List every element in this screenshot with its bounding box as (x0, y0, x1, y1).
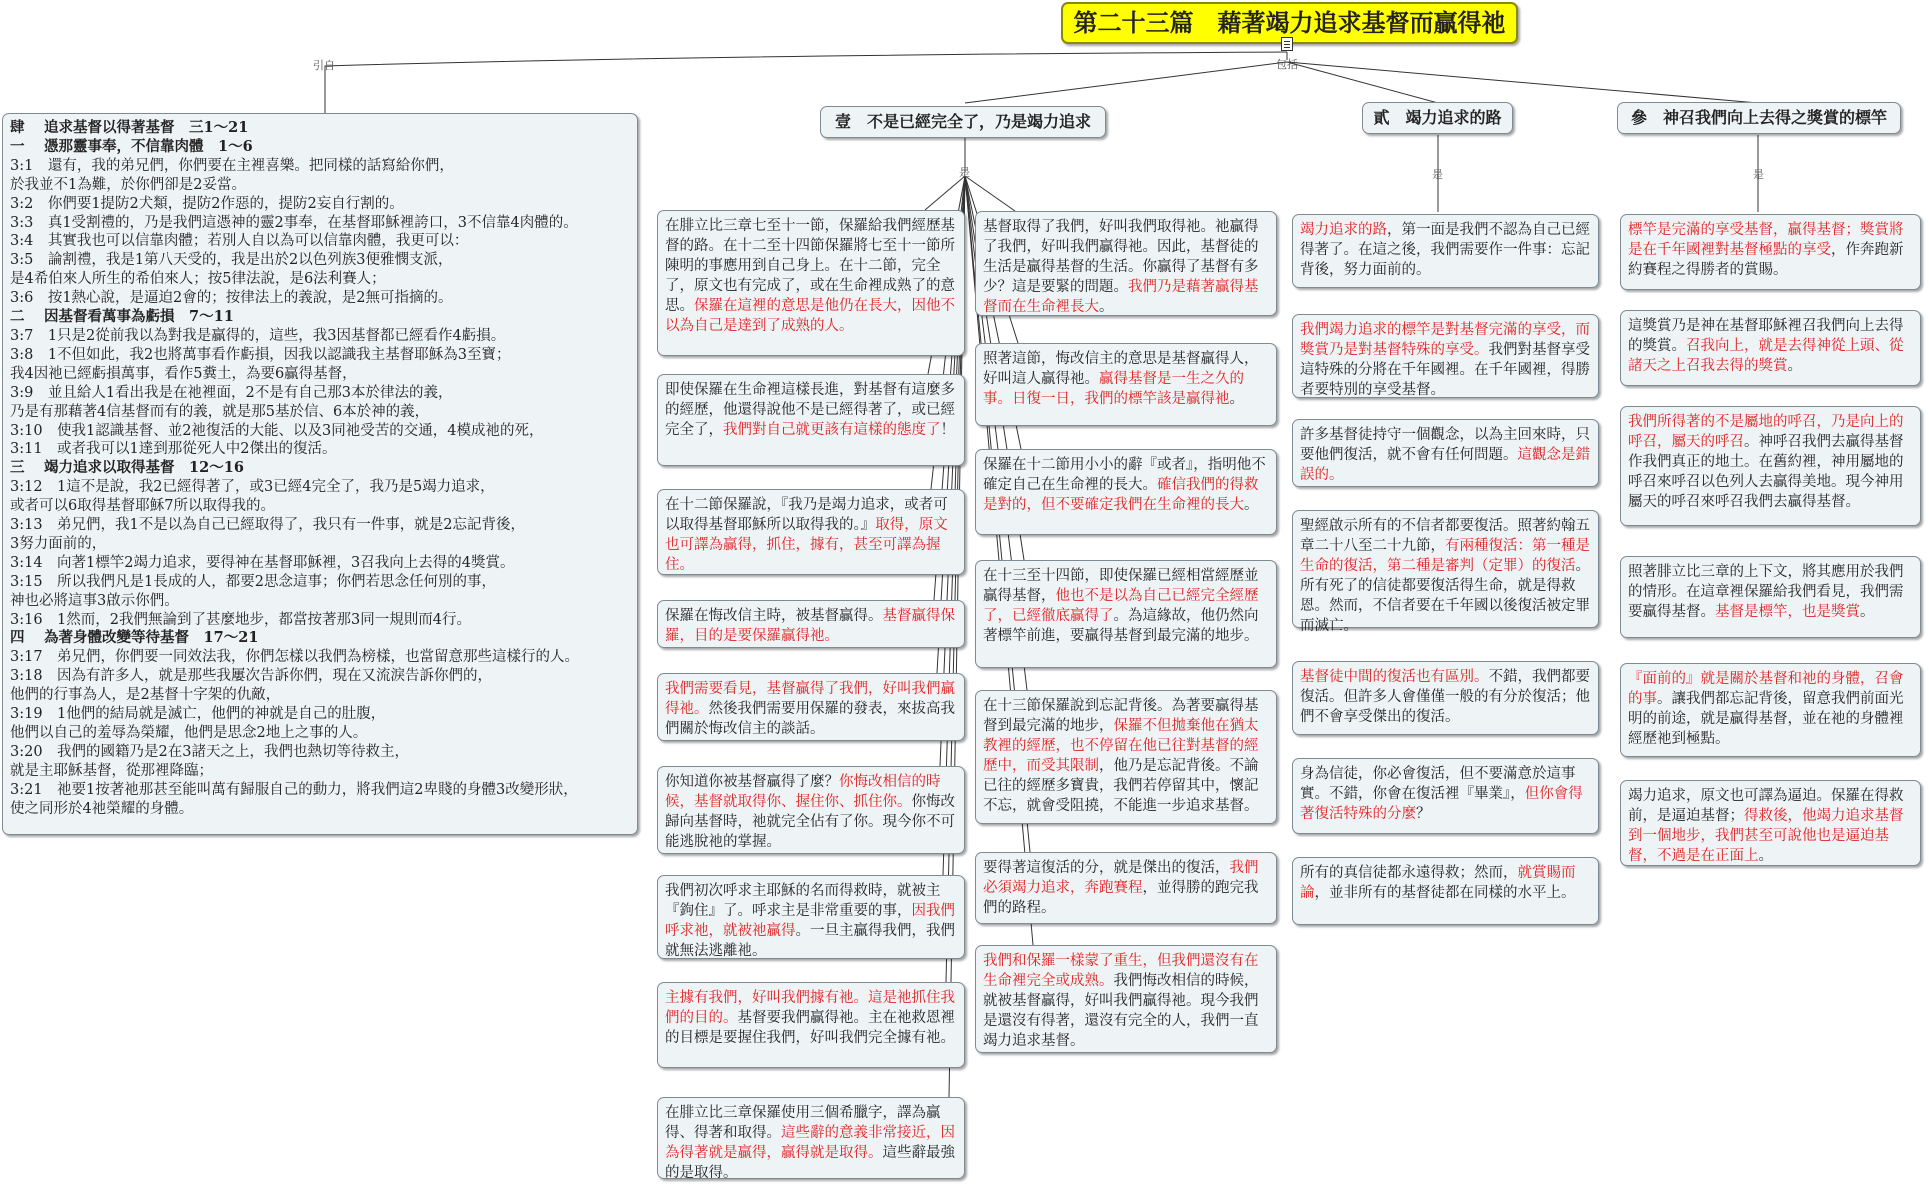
note-segment: 在腓立比三章保羅使用三個希臘字，譯為贏得、得著和取得。 (665, 1105, 941, 1141)
note-segment: 。一旦主贏得我們，我們就無法逃離祂。 (665, 923, 955, 959)
col1-note-box[interactable] (657, 982, 965, 1068)
col4-note-box[interactable] (1620, 663, 1921, 757)
note-text (1300, 425, 1591, 485)
highlight-text: 主據有我們，好叫我們據有祂。這是祂抓住我們的目的。 (665, 990, 955, 1026)
note-segment: 我們悔改相信的時候，就被基督贏得，好叫我們贏得祂。現今我們是還沒有得著，還沒有完全的人，我們一直竭力追求基督。 (983, 973, 1259, 1049)
note-segment: 在十三至十四節，即使保羅已經相當經歷並贏得基督， (983, 568, 1259, 604)
note-segment: ，作奔跑新約賽程之得勝者的賞賜。 (1628, 242, 1904, 278)
intro-heading-line: 肆 追求基督以得著基督 三1～21 (10, 119, 249, 136)
note-segment: ，他乃是忘記背後。不論已往的經歷多寶貴，我們若停留其中，懷記不忘，就會受阻撓，不能進一步追求基督。 (983, 758, 1259, 814)
highlight-text: 這些辭的意義非常接近，因為得著就是贏得，贏得就是取得。 (665, 1125, 955, 1161)
highlight-text: 基督贏得保羅，目的是要保羅贏得祂。 (665, 608, 955, 644)
highlight-text: 『面前的』就是關於基督和祂的身體，召會的事 (1628, 671, 1904, 707)
col1-note-box[interactable] (657, 489, 965, 575)
highlight-text: 我們和保羅一樣蒙了重生，但我們還沒有在生命裡完全或成熟。 (983, 953, 1259, 989)
note-segment: 。所有死了的信徒都要復活得生命，就是得救恩。然而，不信者要在千年國以後復活被定罪而滅亡。 (1300, 558, 1590, 634)
col2-note-box[interactable] (975, 560, 1277, 668)
highlight-text: 這觀念是錯誤的。 (1300, 447, 1590, 483)
note-text (1628, 669, 1913, 749)
intro-scripture-box (2, 113, 638, 835)
highlight-text: 我們所得著的不是屬地的呼召，乃是向上的呼召，屬天的呼召 (1628, 414, 1904, 450)
note-text (1628, 786, 1913, 866)
col2-note-box[interactable] (975, 343, 1277, 426)
label-intro: 引自 (313, 59, 335, 72)
col3-note-box[interactable] (1292, 661, 1599, 735)
note-segment: 在十三節保羅說到忘記背後。為著要贏得基督到最完滿的地步， (983, 698, 1259, 734)
intro-verse-line: 我4因祂已經虧損萬事，看作5糞土，為要6贏得基督， (10, 365, 357, 382)
highlight-text: 保羅在這裡的意思是他仍在長大，因他不以為自己是達到了成熟的人。 (665, 298, 955, 334)
highlight-text: 確信我們的得救是對的，但不要確定我們在生命裡的長大 (983, 477, 1259, 513)
note-text (983, 217, 1269, 317)
note-segment: 竭力追求，原文也可譯為逼迫。保羅在得救前，是逼迫基督； (1628, 788, 1904, 824)
intro-verse-line: 3:16 1然而，2我們無論到了甚麼地步，都當按著那3同一規則而4行。 (10, 611, 471, 628)
map-title: 第二十三篇 藉著竭力追求基督而贏得祂 (1061, 2, 1518, 44)
note-segment: 這些辭最強的是取得。 (665, 1145, 955, 1181)
label-is-2: 是 (1432, 168, 1443, 181)
col4-note-box[interactable] (1620, 556, 1921, 638)
highlight-text: 保羅不但拋棄他在猶太教裡的經歷，也不停留在他已往對基督的經歷中，而受其限制 (983, 718, 1259, 774)
note-segment: 照著腓立比三章的上下文，將其應用於我們的情形。在這章裡保羅給我們看見，我們需要贏得基督。 (1628, 564, 1904, 620)
note-text (665, 881, 957, 961)
note-segment: 。 (1229, 391, 1244, 407)
highlight-text: 贏得基督是一生之久的事。日復一日，我們的標竿該是贏得祂 (983, 371, 1244, 407)
fan-connector (925, 176, 965, 210)
col1-note-box[interactable] (657, 875, 965, 959)
label-is-3: 是 (1753, 168, 1764, 181)
note-segment: 聖經啟示所有的不信者都要復活。照著約翰五章二十八至二十九節， (1300, 518, 1590, 554)
intro-verse-line: 3:15 所以我們凡是1長成的人，都要2思念這事；你們若思念任何別的事， (10, 573, 497, 590)
highlight-text: 你悔改相信的時候，基督就取得你、握住你、抓住你。 (665, 774, 941, 810)
note-segment: 即使保羅在生命裡這樣長進，對基督有這麼多的經歷，他還得說他不是已經得著了，或已經完全了， (665, 382, 955, 438)
note-text (983, 566, 1269, 646)
intro-heading-line: 一 憑那靈事奉，不信靠肉體 1～6 (10, 137, 253, 155)
note-segment: 。 (1099, 299, 1114, 315)
note-segment: 。 (1787, 358, 1802, 374)
note-segment: 。為這緣故，他仍然向著標竿前進，要贏得基督到最完滿的地步。 (983, 608, 1259, 644)
highlight-text: 我們乃是藉著贏得基督而在生命裡長大 (983, 279, 1259, 315)
intro-heading-line: 三 竭力追求以取得基督 12～16 (10, 459, 244, 477)
col2-note-box[interactable] (975, 449, 1277, 535)
note-segment: 照著這節，悔改信主的意思是基督贏得人，好叫這人贏得祂。 (983, 351, 1259, 387)
note-text (665, 216, 957, 336)
intro-verse-line: 3:17 弟兄們，你們要一同效法我，你們怎樣以我們為榜樣，也當留意那些這樣行的人。 (10, 649, 580, 666)
highlight-text: 召我向上，就是去得神從上頭、從諸天之上召我去得的獎賞 (1628, 338, 1904, 374)
col3-note-box[interactable] (1292, 419, 1599, 487)
highlight-text: 竭力追求的路 (1300, 222, 1387, 238)
intro-verse-line: 3:5 論割禮，我是1第八天受的，我是出於2以色列族3便雅憫支派， (10, 252, 453, 269)
col1-note-box[interactable] (657, 766, 965, 854)
note-segment: 在腓立比三章七至十一節，保羅給我們經歷基督的路。在十二至十四節保羅將七至十一節所陳明的事應用到自己身上。在十二節，完全了，原文也有完成了，或在生命裡成熟了的意思。 (665, 218, 955, 314)
note-segment: 基督要我們贏得祂。主在祂救恩裡的目標是要握住我們，好叫我們完全據有祂。 (665, 1010, 955, 1046)
intro-verse-line: 3:4 其實我也可以信靠肉體；若別人自以為可以信靠肉體，我更可以： (10, 233, 469, 250)
note-text (1628, 562, 1913, 622)
highlight-text: 標竿是完滿的享受基督，贏得基督；獎賞將是在千年國裡對基督極點的享受 (1628, 222, 1904, 258)
note-text (983, 951, 1269, 1051)
note-text (1300, 764, 1591, 824)
col1-note-box[interactable] (657, 600, 965, 648)
note-segment: 你知道你被基督贏得了麼？ (665, 774, 839, 790)
intro-verse-line: 3:14 向著1標竿2竭力追求，要得神在基督耶穌裡，3召我向上去得的4獎賞。 (10, 554, 515, 571)
note-segment: 不錯，我們都要復活。但許多人會僅僅一般的有分於復活；他們不會享受傑出的復活。 (1300, 669, 1590, 725)
note-segment: 。神呼召我們去贏得基督作我們真正的地土。在舊約裡，神用屬地的呼召來呼召以色列人去贏得美地。現今神用屬天的呼召來呼召我們去贏得基督。 (1628, 434, 1904, 510)
highlight-text: 我們需要看見，基督贏得了我們，好叫我們贏得祂。 (665, 681, 955, 717)
intro-verse-line: 3:21 祂要1按著祂那甚至能叫萬有歸服自己的動力，將我們這2卑賤的身體3改變形狀， (10, 781, 578, 798)
intro-verse-line: 3:2 你們要1提防2犬類，提防2作惡的，提防2妄自行割的。 (10, 195, 404, 212)
col3-note-box[interactable] (1292, 758, 1599, 834)
note-segment: 身為信徒，你必會復活，但不要滿意於這事實。不錯，你會在復活裡『畢業』， (1300, 766, 1576, 802)
label-include: 包括 (1276, 58, 1298, 71)
note-segment: 。讓我們都忘記背後，留意我們前面光明的前途，就是贏得基督，並在祂的身體裡經歷祂到極點。 (1628, 691, 1904, 747)
col1-note-box[interactable] (657, 1097, 965, 1179)
intro-verse-line: 乃是有那藉著4信基督而有的義，就是那5基於信、6本於神的義， (10, 403, 430, 420)
note-text (1300, 667, 1591, 727)
col4-note-box[interactable] (1620, 310, 1921, 386)
note-text (665, 495, 957, 575)
intro-verse-line: 他們的行事為人，是2基督十字架的仇敵， (10, 687, 281, 704)
note-text (1300, 320, 1591, 400)
highlight-text: 取得，原文也可譯為贏得，抓住，據有，甚至可譯為握住。 (665, 517, 948, 573)
note-segment: 你悔改歸向基督時，祂就完全佔有了你。現今你不可能逃脫祂的掌握。 (665, 794, 955, 850)
col2-note-box[interactable] (975, 945, 1277, 1053)
intro-verse-line: 3:6 按1熱心說，是逼迫2會的；按律法上的義說，是2無可指摘的。 (10, 290, 453, 307)
note-text (1300, 516, 1591, 636)
col2-note-box[interactable] (975, 690, 1277, 824)
note-text (1628, 412, 1913, 512)
note-segment: 保羅在悔改信主時，被基督贏得。 (665, 608, 883, 624)
highlight-text: 他也不是以為自己已經完全經歷了，已經徹底贏得了 (983, 588, 1259, 624)
highlight-text: 我們必須竭力追求，奔跑賽程 (983, 860, 1259, 896)
heading-1[interactable]: 壹 不是已經完全了，乃是竭力追求 (820, 106, 1106, 138)
col4-note-box[interactable] (1620, 780, 1921, 866)
col2-note-box[interactable] (975, 852, 1277, 924)
intro-heading-line: 二 因基督看萬事為虧損 7～11 (10, 308, 234, 326)
note-segment: 。 (1758, 848, 1773, 864)
intro-verse-line: 3:13 弟兄們，我1不是以為自己已經取得了，我只有一件事，就是2忘記背後， (10, 517, 526, 534)
col3-note-box[interactable] (1292, 857, 1599, 925)
intro-heading-line: 四 為著身體改變等待基督 17～21 (10, 629, 259, 647)
heading-3[interactable]: 參 神召我們向上去得之獎賞的標竿 (1617, 102, 1901, 134)
highlight-text: 基督是標竿，也是獎賞 (1715, 604, 1860, 620)
note-text (665, 380, 957, 440)
note-segment: 這獎賞乃是神在基督耶穌裡召我們向上去得的獎賞。 (1628, 318, 1904, 354)
highlight-text: 有兩種復活：第一種是生命的復活，第二種是審判（定罪）的復活 (1300, 538, 1590, 574)
col1-note-box[interactable] (657, 374, 965, 466)
note-segment: 然後我們需要用保羅的發表，來拔高我們關於悔改信主的談話。 (665, 701, 955, 737)
note-text (1628, 220, 1913, 280)
label-is-1: 是 (959, 166, 970, 179)
note-segment: ？ (1416, 806, 1431, 822)
intro-verse-line: 於我並不1為難，於你們卻是2妥當。 (10, 176, 246, 193)
note-text (665, 988, 957, 1048)
note-text (665, 679, 957, 739)
intro-verse-line: 是4希伯來人所生的希伯來人；按5律法說，是6法利賽人； (10, 271, 386, 288)
note-segment: 所有的真信徒都永遠得救；然而， (1300, 865, 1518, 881)
col3-note-box[interactable] (1292, 510, 1599, 634)
highlight-text: 我們竭力追求的標竿是對基督完滿的享受，而獎賞乃是對基督特殊的享受。 (1300, 322, 1590, 358)
intro-verse-line: 他們以自己的羞辱為榮耀，他們是思念2地上之事的人。 (10, 725, 368, 741)
highlight-text: 就賞賜而論 (1300, 865, 1576, 901)
note-segment: 許多基督徒持守一個觀念，以為主回來時，只要他們復活，就不會有任何問題。 (1300, 427, 1590, 463)
intro-verse-line: 3:11 或者我可以1達到那從死人中2傑出的復活。 (10, 441, 337, 458)
note-segment: 要得著這復活的分，就是傑出的復活， (983, 860, 1230, 876)
note-text (665, 1103, 957, 1183)
intro-verse-line: 3:18 因為有許多人，就是那些我屢次告訴你們，現在又流淚告訴你們的， (10, 668, 493, 685)
note-segment: ！ (940, 422, 955, 438)
fan-connector (965, 176, 1015, 211)
intro-verse-line: 使之同形於4祂榮耀的身體。 (10, 800, 194, 817)
intro-verse-line: 3:1 還有，我的弟兄們，你們要在主裡喜樂。把同樣的話寫給你們， (10, 157, 454, 174)
note-segment: 保羅在十二節用小小的辭『或者』，指明他不確定自己在生命裡的長大。 (983, 457, 1266, 493)
note-text (1628, 316, 1913, 376)
note-text (1300, 863, 1591, 903)
heading-2[interactable]: 貳 竭力追求的路 (1362, 102, 1513, 134)
intro-verse-line: 3:3 真1受割禮的，乃是我們這憑神的靈2事奉，在基督耶穌裡誇口，3不信靠4肉體的。 (10, 214, 578, 231)
intro-verse-line: 神也必將這事3啟示你們。 (10, 592, 179, 609)
note-text (983, 349, 1269, 409)
intro-verse-line: 就是主耶穌基督，從那裡降臨； (10, 762, 213, 779)
note-text (665, 772, 957, 852)
col2-note-box[interactable] (975, 211, 1277, 316)
note-text (983, 696, 1269, 816)
note-segment: ，並非所有的基督徒都在同樣的水平上。 (1314, 885, 1576, 901)
note-text (665, 606, 957, 646)
highlight-text: 得救後，他竭力追求基督到一個地步，我們甚至可說他也是逼迫基督，不過是在正面上 (1628, 808, 1904, 864)
intro-verse-line: 3:8 1不但如此，我2也將萬事看作虧損，因我以認識我主基督耶穌為3至寶； (10, 346, 511, 363)
note-segment: 。 (1860, 604, 1875, 620)
intro-verse-line: 3:19 1他們的結局就是滅亡，他們的神就是自己的肚腹， (10, 706, 386, 723)
intro-verse-line: 3:7 1只是2從前我以為對我是贏得的，這些，我3因基督都已經看作4虧損。 (10, 327, 506, 344)
intro-verse-line: 3:9 並且給人1看出我是在祂裡面，2不是有自己那3本於律法的義， (10, 384, 453, 401)
intro-verse-line: 或者可以6取得基督耶穌7所以取得我的。 (10, 498, 275, 515)
note-segment: 我們對基督享受這特殊的分將在千年國裡。在千年國裡，得勝者要特別的享受基督。 (1300, 342, 1590, 398)
col1-note-box[interactable] (657, 673, 965, 741)
note-segment: 。 (1244, 497, 1259, 513)
highlight-text: 我們對自己就更該有這樣的態度了 (723, 422, 941, 438)
highlight-text: 但你會得著復活特殊的分麼 (1300, 786, 1583, 822)
col1-note-box[interactable] (657, 210, 965, 356)
note-text (1300, 220, 1591, 280)
col3-note-box[interactable] (1292, 314, 1599, 398)
col3-note-box[interactable] (1292, 214, 1599, 288)
col4-note-box[interactable] (1620, 406, 1921, 526)
document-icon[interactable] (1281, 37, 1293, 51)
highlight-text: 基督徒中間的復活也有區別。 (1300, 669, 1489, 685)
note-segment: ，並得勝的跑完我們的路程。 (983, 880, 1259, 916)
intro-verse-line: 3:10 使我1認識基督、並2祂復活的大能、以及3同祂受苦的交通，4模成祂的死， (10, 422, 544, 439)
note-text (983, 858, 1269, 918)
note-segment: 我們初次呼求主耶穌的名而得救時，就被主『鉤住』了。呼求主是非常重要的事， (665, 883, 941, 919)
intro-verse-line: 3:12 1這不是說，我2已經得著了，或3已經4完全了，我乃是5竭力追求， (10, 479, 495, 496)
col4-note-box[interactable] (1620, 214, 1921, 290)
highlight-text: 因我們呼求祂，就被祂贏得 (665, 903, 955, 939)
intro-verse-line: 3:20 我們的國籍乃是2在3諸天之上，我們也熱切等待救主， (10, 743, 410, 760)
intro-verse-line: 3努力面前的， (10, 535, 107, 552)
note-segment: 在十二節保羅說，『我乃是竭力追求，或者可以取得基督耶穌所以取得我的。』 (665, 497, 948, 533)
note-segment: ，第一面是我們不認為自己已經得著了。在這之後，我們需要作一件事：忘記背後，努力面前的。 (1300, 222, 1590, 278)
note-text (983, 455, 1269, 515)
note-segment: 基督取得了我們，好叫我們取得祂。祂贏得了我們，好叫我們贏得祂。因此，基督徒的生活是贏得基督的生活。你贏得了基督有多少？這是要緊的問題。 (983, 219, 1259, 295)
